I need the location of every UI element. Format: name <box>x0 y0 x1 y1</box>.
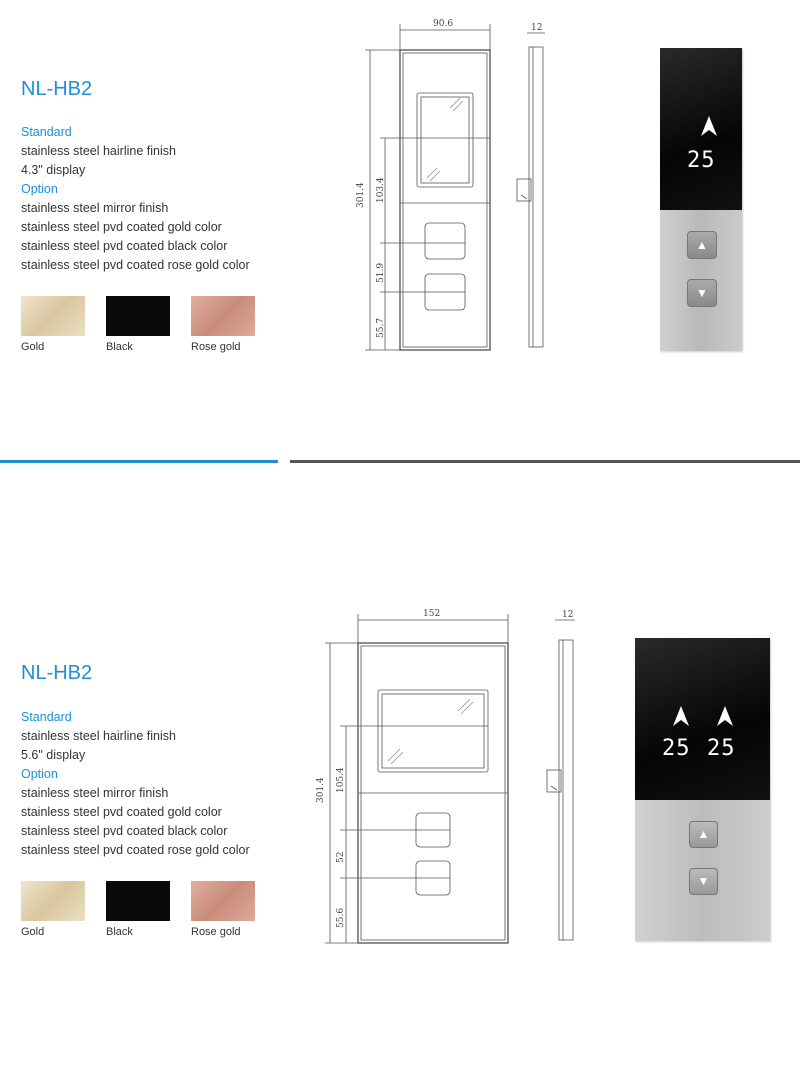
option-item: stainless steel mirror finish <box>21 201 169 215</box>
spec-list <box>21 123 250 275</box>
option-item: stainless steel mirror finish <box>21 786 169 800</box>
call-button-down[interactable] <box>687 279 717 307</box>
spec-list <box>21 708 250 860</box>
option-item: stainless steel pvd coated rose gold color <box>21 258 250 272</box>
standard-heading: Standard <box>21 125 72 139</box>
display-panel <box>660 48 742 210</box>
depth-dim: 12 <box>531 23 543 33</box>
gap-dim: 52 <box>336 851 346 863</box>
display-panel <box>635 638 770 800</box>
arrow-up-icon <box>673 706 689 726</box>
standard-item: stainless steel hairline finish <box>21 729 176 743</box>
option-item: stainless steel pvd coated black color <box>21 824 228 838</box>
option-item: stainless steel pvd coated gold color <box>21 805 222 819</box>
floor-number: 25 <box>662 736 691 761</box>
option-item: stainless steel pvd coated black color <box>21 239 228 253</box>
swatch-gold <box>21 296 85 336</box>
up-arrow-icon: ▲ <box>697 827 710 841</box>
front-dimension-drawing <box>318 608 518 1078</box>
option-heading: Option <box>21 182 58 196</box>
height-dim: 301.4 <box>316 777 326 803</box>
width-dim: 152 <box>423 609 441 619</box>
option-item: stainless steel pvd coated rose gold color <box>21 843 250 857</box>
swatch-label: Gold <box>21 926 45 938</box>
arrow-up-icon <box>701 116 717 136</box>
swatch-gold <box>21 881 85 921</box>
arrow-up-icon <box>717 706 733 726</box>
divider-gray <box>290 460 800 463</box>
display-dim: 103.4 <box>376 177 386 203</box>
option-heading: Option <box>21 767 58 781</box>
bottom-dim: 55.7 <box>376 317 386 338</box>
swatch-label: Rose gold <box>191 926 241 938</box>
swatch-label: Rose gold <box>191 341 241 353</box>
model-title: NL-HB2 <box>21 662 93 684</box>
model-title: NL-HB2 <box>21 78 93 100</box>
standard-item: stainless steel hairline finish <box>21 144 176 158</box>
gap-dim: 51.9 <box>376 262 386 283</box>
swatch-label: Gold <box>21 341 45 353</box>
standard-heading: Standard <box>21 710 72 724</box>
side-dimension-drawing <box>515 25 555 355</box>
up-arrow-icon: ▲ <box>696 238 708 252</box>
down-arrow-icon: ▼ <box>697 874 710 888</box>
height-dim: 301.4 <box>356 182 366 208</box>
front-dimension-drawing <box>355 18 495 358</box>
swatch-black <box>106 881 170 921</box>
display-dim: 105.4 <box>336 767 346 793</box>
product-render <box>635 638 770 941</box>
width-dim: 90.6 <box>433 19 454 29</box>
call-button-down[interactable] <box>689 868 718 895</box>
call-button-up[interactable] <box>687 231 717 259</box>
floor-number: 25 <box>707 736 736 761</box>
down-arrow-icon: ▼ <box>696 286 708 300</box>
product-render <box>660 48 742 351</box>
depth-dim: 12 <box>562 610 574 620</box>
swatch-label: Black <box>106 341 133 353</box>
swatch-black <box>106 296 170 336</box>
product-section-2 <box>0 480 800 971</box>
standard-item: 4.3" display <box>21 163 86 177</box>
call-button-up[interactable] <box>689 821 718 848</box>
option-item: stainless steel pvd coated gold color <box>21 220 222 234</box>
swatch-label: Black <box>106 926 133 938</box>
divider-blue <box>0 460 278 463</box>
floor-number: 25 <box>687 148 716 173</box>
swatch-rose-gold <box>191 881 255 921</box>
side-dimension-drawing <box>545 612 585 952</box>
swatch-rose-gold <box>191 296 255 336</box>
bottom-dim: 55.6 <box>336 907 346 928</box>
product-section-1 <box>0 0 800 460</box>
standard-item: 5.6" display <box>21 748 86 762</box>
